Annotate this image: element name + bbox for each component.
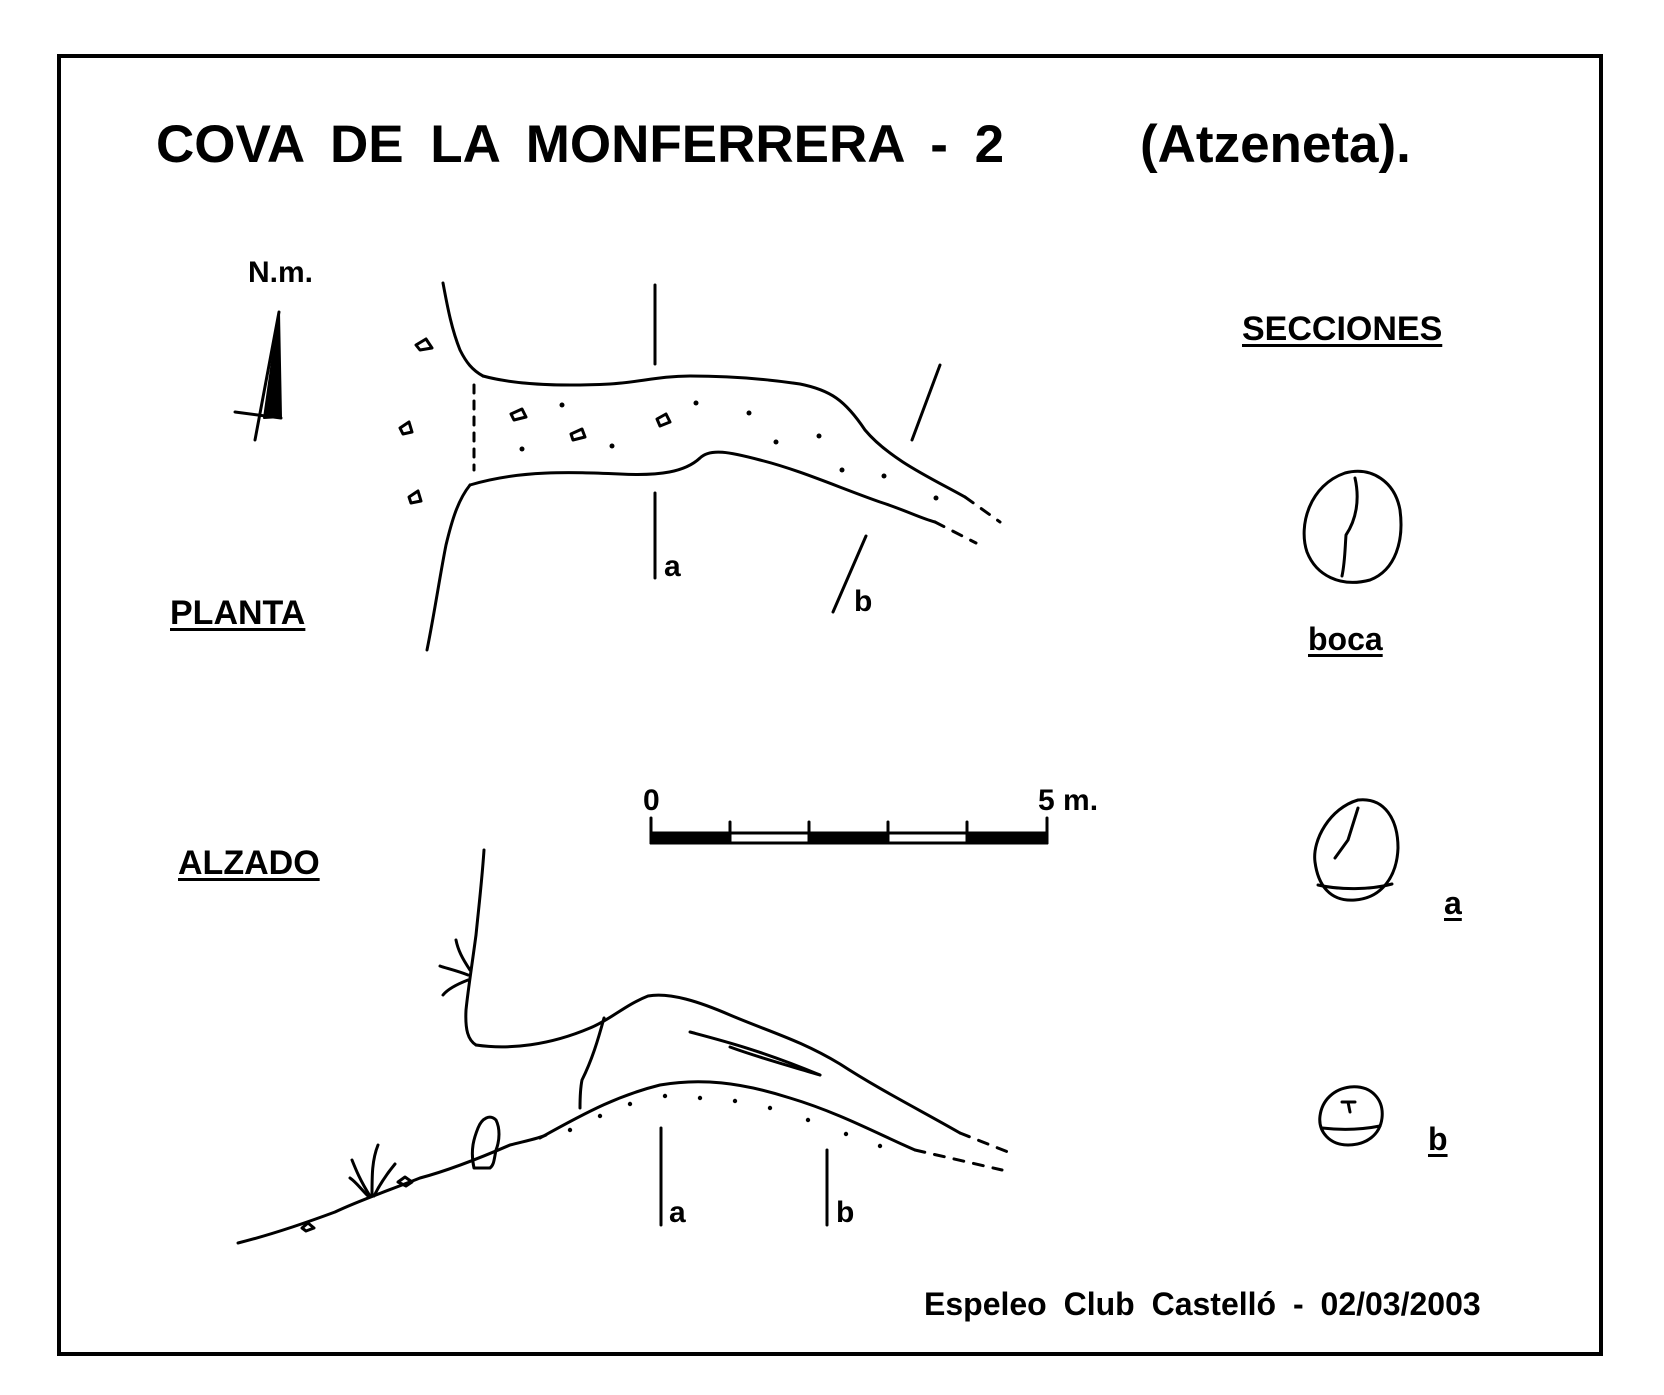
plan-section-a-mark: a: [664, 550, 681, 583]
sections: [1304, 471, 1401, 1145]
north-arrow-icon: [235, 312, 281, 440]
plan-gallery-bottom-wall: [470, 452, 935, 522]
plan-view-label: PLANTA: [170, 594, 306, 632]
section-entrance-label: boca: [1308, 621, 1383, 657]
section-b-label: b: [1428, 1121, 1448, 1157]
plan-cliff-lower: [427, 485, 470, 650]
elev-roof: [476, 995, 960, 1133]
elevation-view: [238, 850, 1008, 1243]
elev-section-a-mark: a: [669, 1196, 686, 1229]
elevation-view-label: ALZADO: [178, 844, 320, 882]
plan-cliff-upper: [443, 283, 483, 376]
elev-slope: [238, 1135, 546, 1243]
elev-rock: [398, 1177, 412, 1186]
elev-roof-continuation: [960, 1133, 1008, 1152]
elev-sediment-dots: [568, 1094, 882, 1148]
plan-section-b-mark: b: [854, 585, 873, 618]
credits: Espeleo Club Castelló - 02/03/2003: [924, 1286, 1481, 1322]
plan-section-b-upper: [912, 365, 940, 440]
section-a-crack: [1335, 808, 1358, 858]
elev-cliff-plant-icon: [440, 940, 470, 995]
scale-end-label: 5 m.: [1038, 784, 1099, 817]
north-label: N.m.: [248, 256, 314, 289]
plan-gallery-top-wall: [483, 376, 965, 497]
section-boca: [1304, 471, 1401, 582]
section-b-floor: [1322, 1126, 1380, 1129]
map-location: (Atzeneta).: [1140, 115, 1411, 174]
elev-ledge: [730, 1047, 820, 1075]
section-b: [1320, 1087, 1382, 1145]
plan-boulder: [416, 339, 432, 350]
map-title: COVA DE LA MONFERRERA - 2: [156, 115, 1005, 174]
plan-boulder: [571, 429, 585, 440]
elev-cliff: [466, 850, 484, 1045]
plan-continuation-upper: [965, 497, 1000, 522]
plan-view: [400, 283, 1000, 650]
scale-start-label: 0: [643, 784, 660, 817]
elev-floor: [540, 1082, 915, 1150]
section-a-label: a: [1444, 885, 1462, 921]
section-a-floor: [1318, 884, 1392, 889]
plan-boulder: [409, 491, 421, 503]
elev-bush-icon: [350, 1145, 395, 1196]
scale-bar: [651, 818, 1047, 843]
plan-continuation-lower: [935, 522, 976, 543]
sections-heading: SECCIONES: [1242, 310, 1443, 348]
plan-boulder: [511, 409, 526, 420]
plan-boulder: [657, 414, 670, 426]
plan-boulder: [400, 422, 412, 434]
plan-sediment-dots: [520, 401, 939, 501]
section-b-crack: [1342, 1102, 1355, 1112]
section-boca-crack: [1342, 478, 1357, 576]
elev-floor-continuation: [915, 1150, 1002, 1170]
elev-section-b-mark: b: [836, 1196, 855, 1229]
